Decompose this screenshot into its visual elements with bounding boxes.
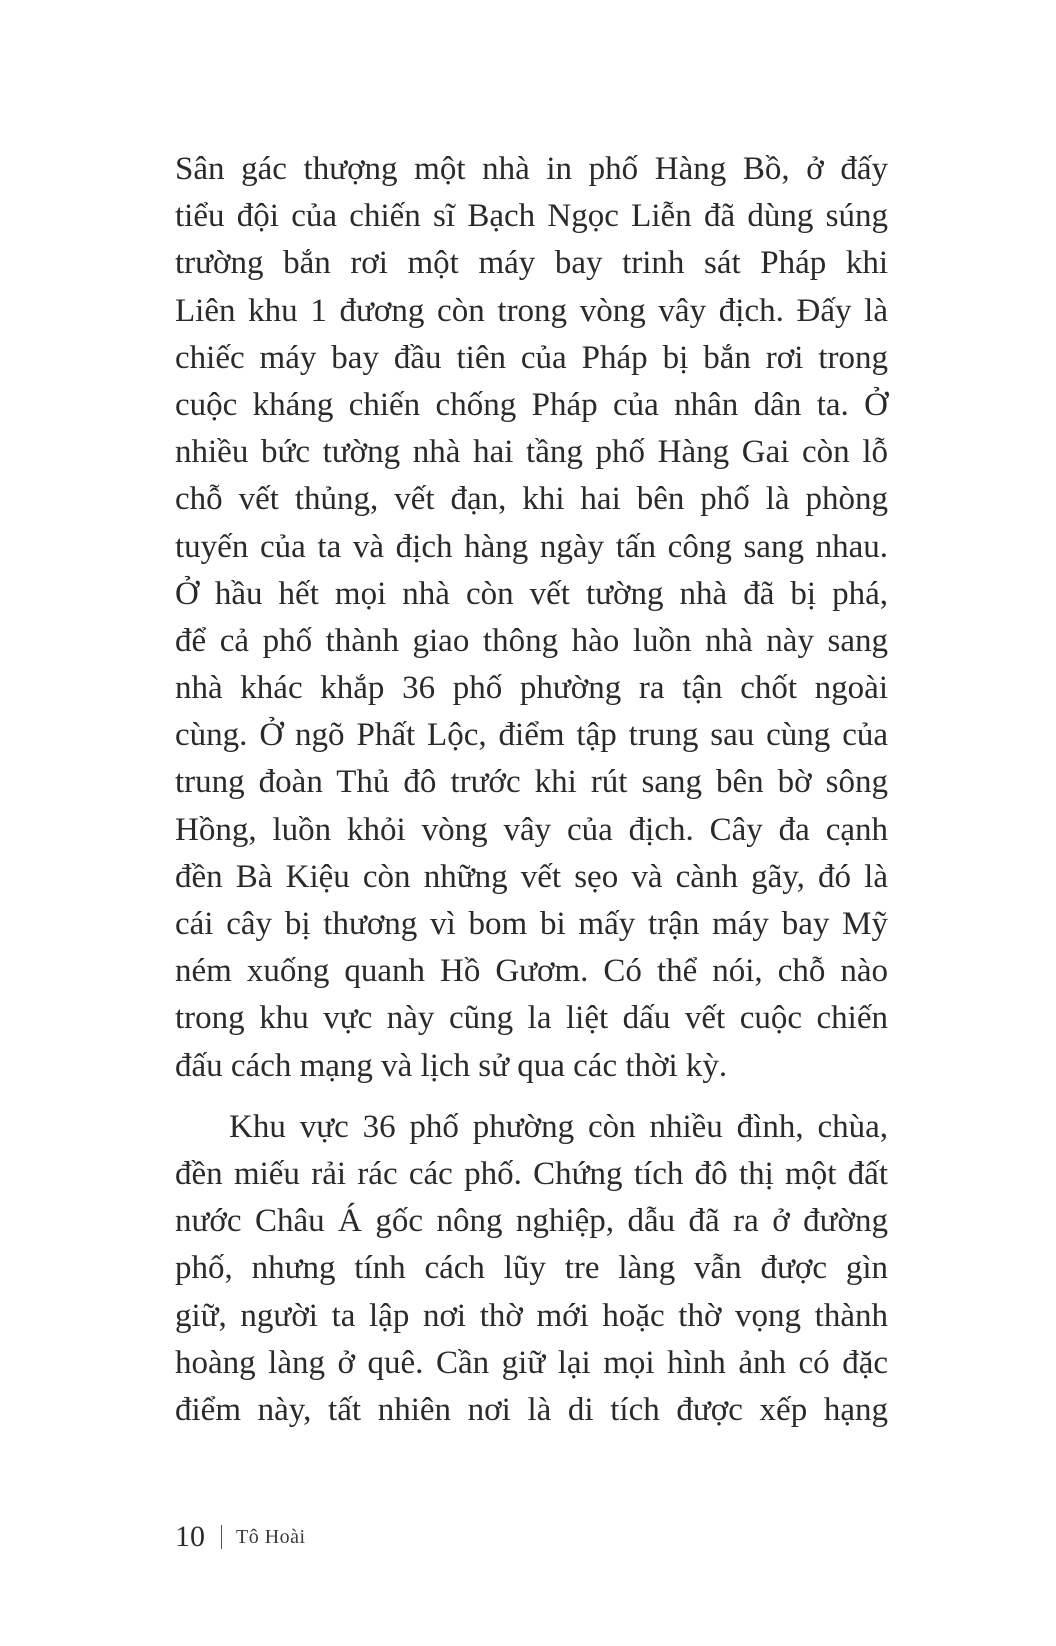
text-line: tiểu đội của chiến sĩ Bạch Ngọc Liễn đã dùng súng xyxy=(175,198,888,235)
text-line: trường bắn rơi một máy bay trinh sát Pháp khi xyxy=(175,245,888,282)
author-name: Tô Hoài xyxy=(236,1525,306,1548)
footer-divider xyxy=(221,1525,222,1549)
text-line: giữ, người ta lập nơi thờ mới hoặc thờ vọng thành xyxy=(175,1297,888,1334)
text-line: để cả phố thành giao thông hào luồn nhà này sang xyxy=(175,622,888,659)
text-line: Khu vực 36 phố phường còn nhiều đình, chùa, xyxy=(229,1108,888,1145)
text-line: ném xuống quanh Hồ Gươm. Có thể nói, chỗ nào xyxy=(175,953,888,990)
page-footer xyxy=(175,1517,306,1557)
body-text xyxy=(175,146,888,1434)
text-line: hoàng làng ở quê. Cần giữ lại mọi hình ảnh có đặc xyxy=(175,1344,888,1381)
text-line: cái cây bị thương vì bom bi mấy trận máy bay Mỹ xyxy=(175,906,888,942)
text-line: điểm này, tất nhiên nơi là di tích được xếp hạng xyxy=(175,1391,888,1428)
text-line: đền miếu rải rác các phố. Chứng tích đô thị một đất xyxy=(175,1155,888,1192)
text-line: Hồng, luồn khỏi vòng vây của địch. Cây đa cạnh xyxy=(175,811,888,848)
paragraph-2 xyxy=(175,1104,888,1434)
text-line: nước Châu Á gốc nông nghiệp, dẫu đã ra ở đường xyxy=(175,1203,888,1240)
text-line: trong khu vực này cũng la liệt dấu vết cuộc chiến xyxy=(175,1000,888,1037)
text-line: Sân gác thượng một nhà in phố Hàng Bồ, ở đấy xyxy=(175,151,888,187)
text-line: đấu cách mạng và lịch sử qua các thời kỳ. xyxy=(175,1047,728,1084)
paragraph-1 xyxy=(175,146,888,1090)
text-line: nhiều bức tường nhà hai tầng phố Hàng Gai còn lỗ xyxy=(175,434,888,471)
text-line: Liên khu 1 đương còn trong vòng vây địch. Đấy là xyxy=(175,292,888,329)
text-line: phố, nhưng tính cách lũy tre làng vẫn được gìn xyxy=(175,1250,888,1287)
text-line: cuộc kháng chiến chống Pháp của nhân dân ta. Ở xyxy=(175,386,888,423)
text-line: Ở hầu hết mọi nhà còn vết tường nhà đã bị phá, xyxy=(175,575,888,612)
text-line: chỗ vết thủng, vết đạn, khi hai bên phố là phòng xyxy=(175,481,888,518)
text-line: nhà khác khắp 36 phố phường ra tận chốt ngoài xyxy=(175,670,888,707)
text-line: đền Bà Kiệu còn những vết sẹo và cành gãy, đó là xyxy=(175,858,888,895)
text-line: trung đoàn Thủ đô trước khi rút sang bên bờ sông xyxy=(175,764,888,801)
text-line: chiếc máy bay đầu tiên của Pháp bị bắn rơi trong xyxy=(175,339,888,376)
page-number: 10 xyxy=(175,1520,205,1553)
text-line: tuyến của ta và địch hàng ngày tấn công sang nhau. xyxy=(175,528,888,565)
text-line: cùng. Ở ngõ Phất Lộc, điểm tập trung sau cùng của xyxy=(175,717,888,754)
